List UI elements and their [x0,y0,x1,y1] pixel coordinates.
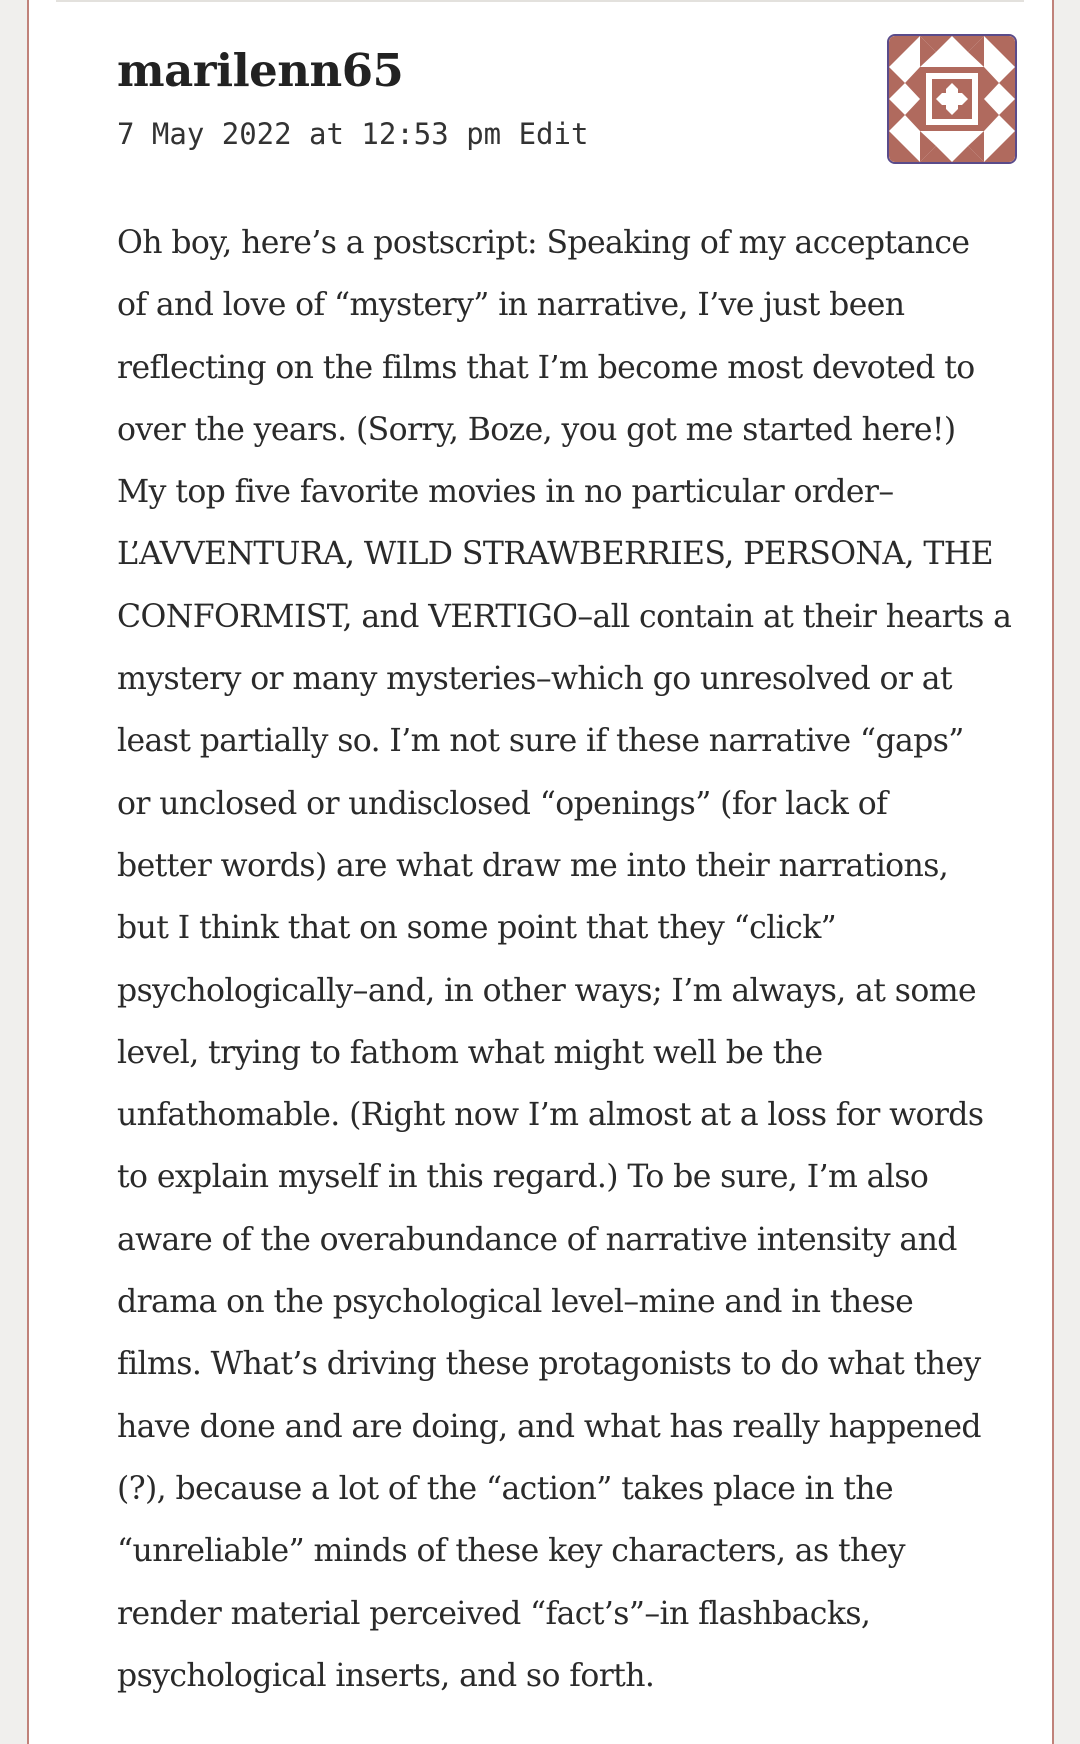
edit-link[interactable]: Edit [518,117,589,151]
comment-body-line: drama on the psychological level–mine and in these [117,1284,914,1321]
comment-body-line: My top five favorite movies in no particular order– [117,474,894,511]
comment-body-line: Oh boy, here’s a postscript: Speaking of my acceptance [117,225,970,261]
comment-body-line: unfathomable. (Right now I’m almost at a loss for words [117,1097,984,1134]
comment-body-line: render material perceived “fact’s”–in flashbacks, [117,1595,871,1632]
comment-body-line: of and love of “mystery” in narrative, I’ve just been [117,287,905,324]
comment-body-line: to explain myself in this regard.) To be sure, I’m also [117,1159,929,1196]
comment-body-line: level, trying to fathom what might well be the [117,1034,823,1071]
comment-body-line: L’AVVENTURA, WILD STRAWBERRIES, PERSONA, THE [117,536,994,573]
comment-header [117,36,1017,154]
comment-body-line: least partially so. I’m not sure if these narrative “gaps” [117,723,964,760]
comment-body-line: mystery or many mysteries–which go unresolved or at [117,661,952,698]
comment-body [117,212,1029,1707]
comment-body-line: better words) are what draw me into their narrations, [117,847,949,884]
comment-body-line: “unreliable” minds of these key characters, as they [117,1533,905,1570]
identicon-avatar-icon [889,36,1015,162]
comment-body-line: reflecting on the films that I’m become most devoted to [117,349,975,386]
comment-body-line: but I think that on some point that they “click” [117,910,837,947]
comment-body-line: psychologically–and, in other ways; I’m always, at some [117,972,977,1009]
comment-body-line: (?), because a lot of the “action” takes place in the [117,1470,894,1507]
comment-body-line: over the years. (Sorry, Boze, you got me started here!) [117,411,956,448]
comment-date[interactable]: 7 May 2022 at 12:53 pm [117,117,502,151]
divider [56,0,1024,2]
comment-body-line: have done and are doing, and what has really happened [117,1408,981,1445]
comment-body-line: films. What’s driving these protagonists to do what they [117,1346,981,1383]
avatar [887,34,1017,164]
comment-author[interactable]: marilenn65 [117,44,404,97]
comment-body-line: psychological inserts, and so forth. [117,1657,655,1694]
comment-body-line: aware of the overabundance of narrative intensity and [117,1221,957,1258]
comment-meta [117,114,1017,154]
comment-body-line: CONFORMIST, and VERTIGO–all contain at their hearts a [117,598,1012,635]
comment-body-line: or unclosed or undisclosed “openings” (for lack of [117,785,888,822]
